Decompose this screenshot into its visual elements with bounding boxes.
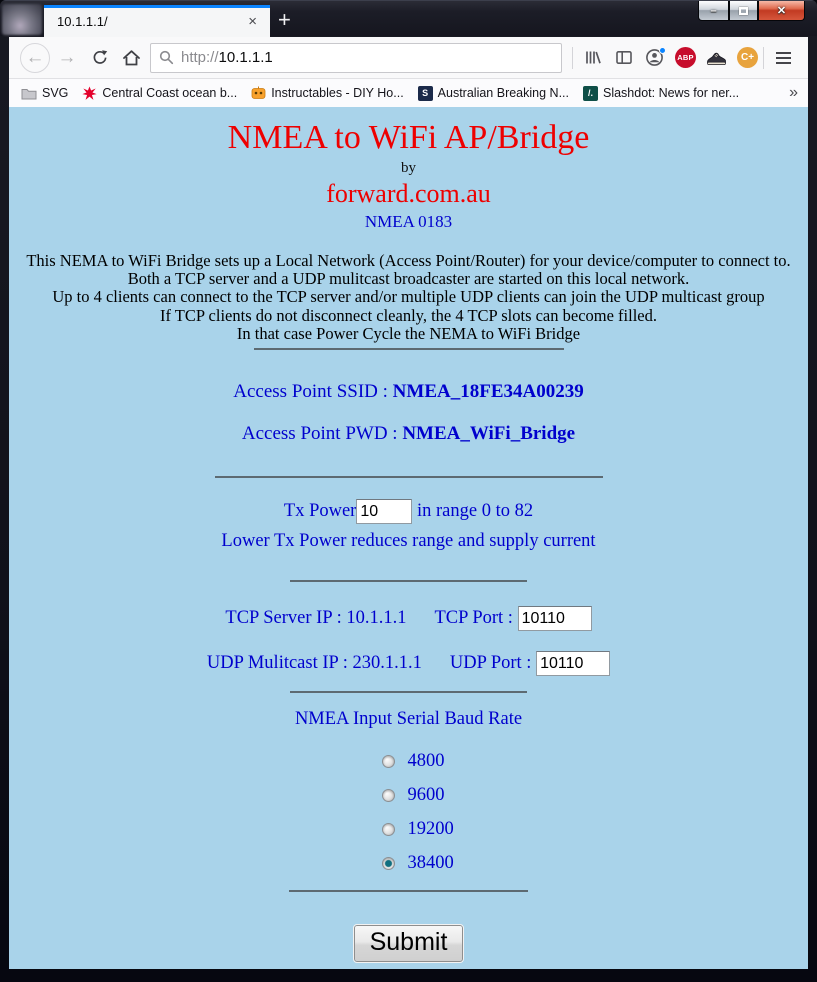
description-line: In that case Power Cycle the NEMA to WiFi Bridge	[236, 323, 581, 343]
byline: by	[401, 160, 416, 176]
forward-icon: →	[57, 47, 77, 68]
ssid-row: Access Point SSID : NMEA_18FE34A00239	[233, 381, 584, 403]
new-tab-button[interactable]: +	[278, 7, 291, 32]
window-controls	[698, 1, 805, 21]
bookmark-australian-news[interactable]: S Australian Breaking N...	[418, 86, 569, 101]
sneaker-extension-button[interactable]	[701, 42, 732, 74]
baud-option-row	[9, 778, 808, 812]
home-button[interactable]	[115, 42, 147, 74]
notification-dot	[659, 47, 666, 54]
bookmarks-overflow-chevron[interactable]: »	[789, 84, 796, 101]
bookmark-slashdot[interactable]: /. Slashdot: News for ner...	[583, 86, 739, 101]
robot-icon	[251, 86, 266, 100]
cplus-icon: C+	[737, 47, 758, 68]
baud-38400-label: 38400	[407, 852, 454, 873]
page-content	[9, 107, 808, 969]
tx-power-input[interactable]	[356, 499, 412, 524]
description	[9, 252, 808, 343]
title-bar	[0, 0, 817, 36]
udp-port-label: UDP Port :	[449, 652, 537, 673]
baud-9600-label: 9600	[407, 784, 445, 805]
udp-ip-label: UDP Mulitcast IP : 230.1.1.1	[206, 652, 422, 673]
bookmark-central-coast[interactable]: Central Coast ocean b...	[82, 86, 237, 101]
pwd-row: Access Point PWD : NMEA_WiFi_Bridge	[241, 423, 576, 445]
tx-power-row	[9, 499, 808, 524]
home-icon	[122, 49, 141, 67]
browser-tab[interactable]	[44, 5, 270, 37]
adblock-plus-button[interactable]	[670, 42, 701, 74]
toolbar-separator	[763, 47, 764, 69]
sidebar-button[interactable]	[608, 42, 639, 74]
back-icon: ←	[20, 43, 50, 73]
baud-19200-label: 19200	[407, 818, 454, 839]
search-icon	[159, 50, 174, 65]
url-host: 10.1.1.1	[218, 49, 273, 66]
baud-38400-radio[interactable]	[382, 857, 395, 870]
baud-9600-radio[interactable]	[382, 789, 395, 802]
description-line: If TCP clients do not disconnect cleanly, the 4 TCP slots can become filled.	[159, 305, 658, 325]
baud-4800-radio[interactable]	[382, 755, 395, 768]
bookmarks-bar	[9, 79, 808, 107]
divider	[290, 691, 527, 693]
hamburger-icon	[776, 52, 791, 64]
maximize-icon	[739, 7, 748, 15]
url-bar[interactable]	[150, 43, 562, 73]
udp-row	[9, 651, 808, 676]
subtitle: NMEA 0183	[364, 212, 453, 231]
news-s-icon: S	[418, 86, 433, 101]
divider	[289, 890, 528, 892]
cplus-extension-button[interactable]	[732, 42, 763, 74]
tcp-ip-label: TCP Server IP : 10.1.1.1	[225, 607, 407, 628]
url-scheme: http://	[181, 49, 219, 66]
bookmark-instructables[interactable]: Instructables - DIY Ho...	[251, 86, 403, 100]
folder-icon	[21, 87, 37, 100]
baud-option-row	[9, 812, 808, 846]
sidebar-icon	[615, 49, 633, 66]
page-title: NMEA to WiFi AP/Bridge	[227, 119, 590, 156]
pwd-value: NMEA_WiFi_Bridge	[402, 423, 576, 445]
baud-option-row	[9, 744, 808, 778]
description-line: Both a TCP server and a UDP mulitcast broadcaster are started on this local network.	[127, 269, 690, 289]
waratah-icon	[82, 86, 97, 101]
submit-button[interactable]: Submit	[354, 925, 464, 962]
toolbar-separator	[572, 47, 573, 69]
tab-close-icon[interactable]: ×	[248, 12, 257, 30]
tx-power-range: in range 0 to 82	[412, 500, 534, 521]
reload-icon	[91, 49, 108, 66]
baud-4800-label: 4800	[407, 750, 445, 771]
author: forward.com.au	[326, 179, 491, 208]
tcp-port-input[interactable]	[518, 606, 592, 631]
description-line: This NEMA to WiFi Bridge sets up a Local Network (Access Point/Router) for your device/computer to connect to.	[26, 251, 791, 270]
slashdot-icon: /.	[583, 86, 598, 101]
library-button[interactable]	[577, 42, 608, 74]
adblock-plus-icon: ABP	[675, 47, 696, 68]
forward-button[interactable]	[51, 42, 83, 74]
divider	[290, 580, 527, 582]
menu-button[interactable]	[768, 42, 799, 74]
firefox-logo-icon	[2, 4, 42, 35]
maximize-button[interactable]	[729, 1, 758, 21]
navigation-toolbar	[9, 37, 808, 79]
description-line: Up to 4 clients can connect to the TCP server and/or multiple UDP clients can join the UDP multicast group	[52, 287, 765, 307]
reload-button[interactable]	[83, 42, 115, 74]
tcp-port-label: TCP Port :	[434, 607, 518, 628]
tcp-row	[9, 606, 808, 631]
close-button[interactable]: ✕	[758, 1, 805, 21]
divider	[254, 348, 564, 350]
library-icon	[584, 49, 602, 66]
baud-rate-title: NMEA Input Serial Baud Rate	[294, 709, 523, 730]
minimize-button[interactable]: –	[698, 1, 729, 21]
sneaker-icon	[706, 50, 727, 66]
tx-power-note: Lower Tx Power reduces range and supply current	[221, 531, 596, 552]
udp-port-input[interactable]	[536, 651, 610, 676]
divider	[215, 476, 603, 478]
baud-option-row	[9, 846, 808, 880]
bookmark-folder-svg[interactable]: SVG	[21, 86, 68, 100]
tx-power-label: Tx Power	[283, 500, 357, 521]
baud-19200-radio[interactable]	[382, 823, 395, 836]
account-button[interactable]	[639, 42, 670, 74]
tab-title: 10.1.1.1/	[57, 13, 108, 29]
back-button[interactable]	[19, 42, 51, 74]
ssid-value: NMEA_18FE34A00239	[392, 381, 584, 403]
